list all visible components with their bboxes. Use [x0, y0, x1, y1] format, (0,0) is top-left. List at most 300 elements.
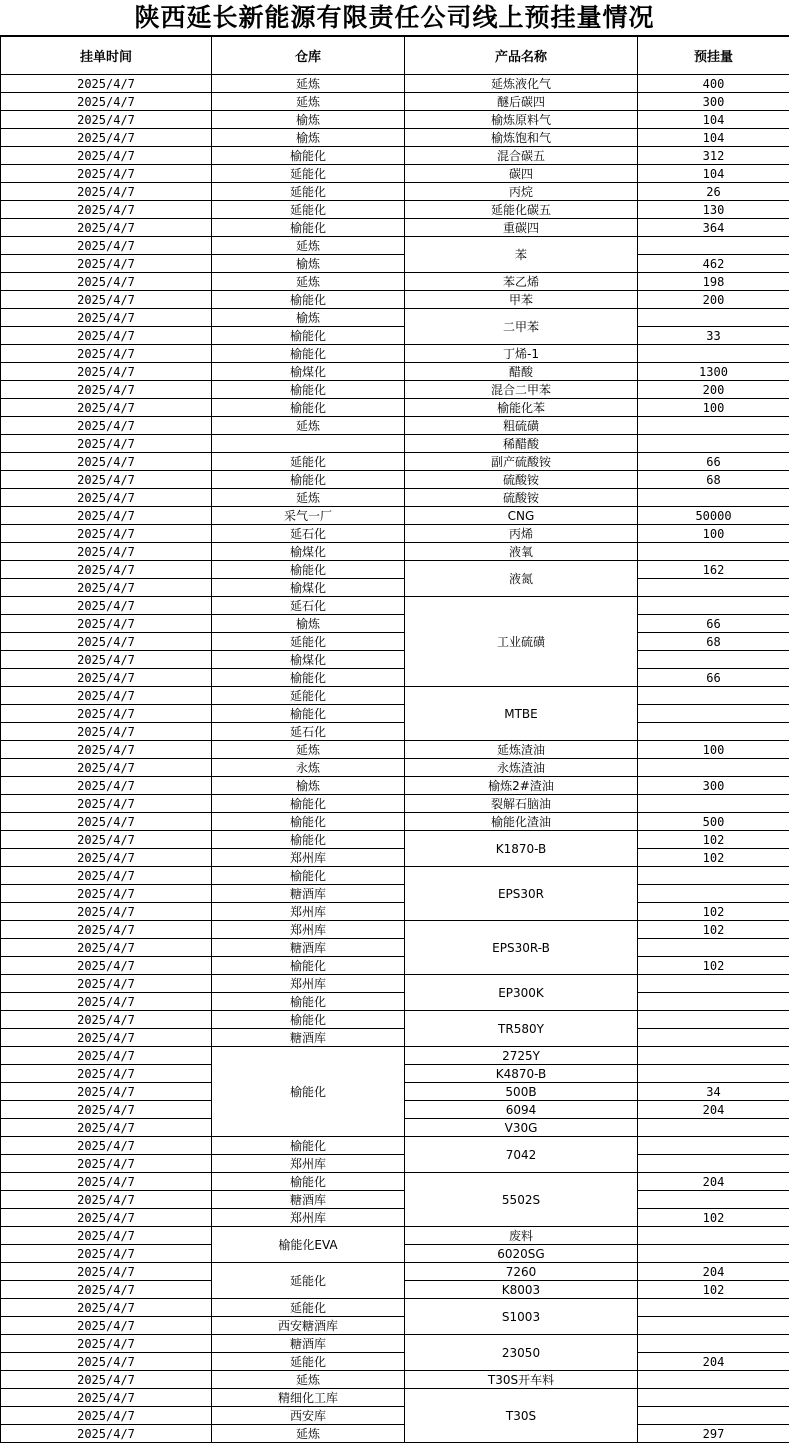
cell-time: 2025/4/7 — [1, 165, 212, 183]
cell-product: 榆能化渣油 — [405, 813, 638, 831]
cell-warehouse: 榆炼 — [212, 129, 405, 147]
cell-product: 醋酸 — [405, 363, 638, 381]
cell-time: 2025/4/7 — [1, 1371, 212, 1389]
table-row — [1, 1353, 789, 1371]
cell-quantity: 104 — [638, 165, 789, 183]
cell-warehouse: 榆能化 — [212, 1137, 405, 1155]
table-row — [1, 813, 789, 831]
cell-quantity — [638, 975, 789, 993]
cell-quantity — [638, 723, 789, 741]
cell-warehouse: 榆能化 — [212, 867, 405, 885]
cell-time: 2025/4/7 — [1, 525, 212, 543]
table-row — [1, 759, 789, 777]
cell-quantity: 66 — [638, 669, 789, 687]
cell-warehouse: 延石化 — [212, 525, 405, 543]
cell-quantity — [638, 795, 789, 813]
cell-quantity — [638, 237, 789, 255]
cell-product: 二甲苯 — [405, 309, 638, 345]
table-row — [1, 687, 789, 705]
cell-quantity: 300 — [638, 777, 789, 795]
cell-quantity — [638, 651, 789, 669]
cell-product: 丙烷 — [405, 183, 638, 201]
cell-quantity: 400 — [638, 75, 789, 93]
cell-quantity: 204 — [638, 1173, 789, 1191]
table-body — [1, 75, 789, 1443]
sheet-title: 陕西延长新能源有限责任公司线上预挂量情况 — [0, 0, 789, 36]
cell-time: 2025/4/7 — [1, 309, 212, 327]
cell-warehouse: 郑州库 — [212, 903, 405, 921]
cell-warehouse: 榆能化 — [212, 795, 405, 813]
cell-product: 6020SG — [405, 1245, 638, 1263]
cell-product: 丙烯 — [405, 525, 638, 543]
cell-warehouse: 榆能化 — [212, 219, 405, 237]
header-time: 挂单时间 — [1, 37, 212, 75]
cell-product: 副产硫酸铵 — [405, 453, 638, 471]
cell-time: 2025/4/7 — [1, 1047, 212, 1065]
table-row — [1, 273, 789, 291]
cell-time: 2025/4/7 — [1, 1299, 212, 1317]
cell-warehouse: 榆炼 — [212, 255, 405, 273]
cell-time: 2025/4/7 — [1, 1425, 212, 1443]
cell-quantity — [638, 1245, 789, 1263]
cell-time: 2025/4/7 — [1, 363, 212, 381]
pre-listing-table — [0, 36, 789, 1443]
cell-product: 废料 — [405, 1227, 638, 1245]
table-row — [1, 435, 789, 453]
cell-time: 2025/4/7 — [1, 1173, 212, 1191]
cell-warehouse: 榆能化 — [212, 147, 405, 165]
cell-quantity: 102 — [638, 1209, 789, 1227]
cell-quantity: 200 — [638, 381, 789, 399]
table-row — [1, 1317, 789, 1335]
cell-time: 2025/4/7 — [1, 435, 212, 453]
cell-quantity: 198 — [638, 273, 789, 291]
cell-time: 2025/4/7 — [1, 867, 212, 885]
table-row — [1, 1029, 789, 1047]
table-row — [1, 129, 789, 147]
table-row — [1, 309, 789, 327]
cell-time: 2025/4/7 — [1, 633, 212, 651]
cell-quantity: 462 — [638, 255, 789, 273]
cell-quantity: 68 — [638, 471, 789, 489]
table-row — [1, 543, 789, 561]
cell-time: 2025/4/7 — [1, 723, 212, 741]
cell-product: MTBE — [405, 687, 638, 741]
cell-quantity — [638, 435, 789, 453]
cell-warehouse: 榆煤化 — [212, 543, 405, 561]
cell-quantity: 204 — [638, 1353, 789, 1371]
cell-time: 2025/4/7 — [1, 1263, 212, 1281]
cell-time: 2025/4/7 — [1, 219, 212, 237]
cell-quantity: 1300 — [638, 363, 789, 381]
cell-warehouse: 延炼 — [212, 273, 405, 291]
cell-time: 2025/4/7 — [1, 1191, 212, 1209]
cell-quantity: 26 — [638, 183, 789, 201]
cell-quantity: 297 — [638, 1425, 789, 1443]
cell-time: 2025/4/7 — [1, 471, 212, 489]
cell-time: 2025/4/7 — [1, 507, 212, 525]
cell-time: 2025/4/7 — [1, 903, 212, 921]
header-product: 产品名称 — [405, 37, 638, 75]
table-row — [1, 615, 789, 633]
cell-time: 2025/4/7 — [1, 345, 212, 363]
cell-warehouse: 糖酒库 — [212, 1029, 405, 1047]
table-row — [1, 183, 789, 201]
cell-quantity — [638, 1137, 789, 1155]
cell-warehouse: 糖酒库 — [212, 1191, 405, 1209]
cell-time: 2025/4/7 — [1, 381, 212, 399]
cell-product: 碳四 — [405, 165, 638, 183]
cell-quantity: 200 — [638, 291, 789, 309]
table-row — [1, 561, 789, 579]
cell-product: 硫酸铵 — [405, 471, 638, 489]
cell-quantity — [638, 1011, 789, 1029]
cell-warehouse: 榆煤化 — [212, 579, 405, 597]
cell-time: 2025/4/7 — [1, 93, 212, 111]
table-row — [1, 363, 789, 381]
cell-warehouse: 延炼 — [212, 75, 405, 93]
table-row — [1, 975, 789, 993]
table-row — [1, 381, 789, 399]
cell-time: 2025/4/7 — [1, 975, 212, 993]
cell-warehouse: 糖酒库 — [212, 1335, 405, 1353]
cell-time: 2025/4/7 — [1, 813, 212, 831]
cell-time: 2025/4/7 — [1, 129, 212, 147]
cell-time: 2025/4/7 — [1, 111, 212, 129]
cell-time: 2025/4/7 — [1, 597, 212, 615]
cell-product: K1870-B — [405, 831, 638, 867]
table-row — [1, 1371, 789, 1389]
cell-time: 2025/4/7 — [1, 885, 212, 903]
cell-time: 2025/4/7 — [1, 1029, 212, 1047]
table-row — [1, 327, 789, 345]
cell-warehouse: 榆能化 — [212, 471, 405, 489]
cell-time: 2025/4/7 — [1, 201, 212, 219]
cell-quantity — [638, 1317, 789, 1335]
cell-warehouse: 延能化 — [212, 633, 405, 651]
cell-warehouse: 榆能化 — [212, 327, 405, 345]
cell-quantity: 50000 — [638, 507, 789, 525]
cell-quantity — [638, 597, 789, 615]
table-row — [1, 1263, 789, 1281]
cell-time: 2025/4/7 — [1, 579, 212, 597]
cell-time: 2025/4/7 — [1, 1281, 212, 1299]
cell-quantity: 33 — [638, 327, 789, 345]
cell-quantity — [638, 1335, 789, 1353]
cell-time: 2025/4/7 — [1, 1137, 212, 1155]
table-row — [1, 417, 789, 435]
cell-time: 2025/4/7 — [1, 327, 212, 345]
cell-product: 重碳四 — [405, 219, 638, 237]
cell-product: 23050 — [405, 1335, 638, 1371]
cell-quantity — [638, 993, 789, 1011]
cell-quantity — [638, 1029, 789, 1047]
table-row — [1, 147, 789, 165]
cell-time: 2025/4/7 — [1, 1209, 212, 1227]
cell-warehouse: 榆能化 — [212, 291, 405, 309]
cell-quantity — [638, 309, 789, 327]
cell-warehouse: 榆能化 — [212, 1011, 405, 1029]
cell-time: 2025/4/7 — [1, 237, 212, 255]
table-row — [1, 993, 789, 1011]
cell-product: 液氮 — [405, 561, 638, 597]
cell-product: 延炼液化气 — [405, 75, 638, 93]
cell-warehouse: 郑州库 — [212, 975, 405, 993]
cell-time: 2025/4/7 — [1, 183, 212, 201]
table-row — [1, 165, 789, 183]
cell-warehouse: 榆炼 — [212, 309, 405, 327]
cell-quantity: 102 — [638, 957, 789, 975]
cell-product: 7042 — [405, 1137, 638, 1173]
cell-time: 2025/4/7 — [1, 1011, 212, 1029]
cell-product: 工业硫磺 — [405, 597, 638, 687]
table-row — [1, 1173, 789, 1191]
table-row — [1, 939, 789, 957]
table-row — [1, 741, 789, 759]
table-row — [1, 777, 789, 795]
cell-warehouse: 延石化 — [212, 597, 405, 615]
cell-warehouse: 郑州库 — [212, 849, 405, 867]
cell-warehouse: 郑州库 — [212, 1209, 405, 1227]
cell-quantity — [638, 1047, 789, 1065]
cell-product: 混合碳五 — [405, 147, 638, 165]
cell-time: 2025/4/7 — [1, 1227, 212, 1245]
cell-quantity — [638, 1407, 789, 1425]
cell-time: 2025/4/7 — [1, 759, 212, 777]
cell-quantity: 162 — [638, 561, 789, 579]
table-row — [1, 651, 789, 669]
table-row — [1, 1299, 789, 1317]
table-row — [1, 471, 789, 489]
cell-warehouse: 榆能化 — [212, 1047, 405, 1137]
cell-product: 苯乙烯 — [405, 273, 638, 291]
table-row — [1, 921, 789, 939]
table-row — [1, 201, 789, 219]
cell-quantity — [638, 705, 789, 723]
cell-product: 延能化碳五 — [405, 201, 638, 219]
cell-quantity: 364 — [638, 219, 789, 237]
cell-warehouse: 榆能化EVA — [212, 1227, 405, 1263]
cell-warehouse: 糖酒库 — [212, 939, 405, 957]
cell-warehouse: 延能化 — [212, 165, 405, 183]
table-row — [1, 255, 789, 273]
cell-warehouse: 延能化 — [212, 201, 405, 219]
cell-time: 2025/4/7 — [1, 795, 212, 813]
cell-product: EPS30R-B — [405, 921, 638, 975]
cell-warehouse — [212, 435, 405, 453]
cell-product: 榆炼2#渣油 — [405, 777, 638, 795]
cell-warehouse: 榆炼 — [212, 777, 405, 795]
cell-quantity — [638, 1227, 789, 1245]
cell-product: V30G — [405, 1119, 638, 1137]
cell-warehouse: 榆能化 — [212, 831, 405, 849]
cell-quantity: 500 — [638, 813, 789, 831]
cell-quantity — [638, 1371, 789, 1389]
table-row — [1, 705, 789, 723]
table-row — [1, 1407, 789, 1425]
cell-quantity — [638, 579, 789, 597]
cell-product: 榆炼饱和气 — [405, 129, 638, 147]
cell-time: 2025/4/7 — [1, 669, 212, 687]
cell-warehouse: 延炼 — [212, 417, 405, 435]
cell-warehouse: 采气一厂 — [212, 507, 405, 525]
cell-time: 2025/4/7 — [1, 1119, 212, 1137]
cell-time: 2025/4/7 — [1, 1083, 212, 1101]
cell-warehouse: 延能化 — [212, 687, 405, 705]
table-row — [1, 849, 789, 867]
cell-warehouse: 延能化 — [212, 1263, 405, 1299]
cell-quantity — [638, 687, 789, 705]
table-row — [1, 903, 789, 921]
cell-time: 2025/4/7 — [1, 687, 212, 705]
cell-warehouse: 延炼 — [212, 237, 405, 255]
cell-warehouse: 精细化工库 — [212, 1389, 405, 1407]
cell-warehouse: 延能化 — [212, 1299, 405, 1317]
cell-product: 硫酸铵 — [405, 489, 638, 507]
table-row — [1, 831, 789, 849]
cell-time: 2025/4/7 — [1, 849, 212, 867]
cell-quantity — [638, 885, 789, 903]
cell-product: 榆炼原料气 — [405, 111, 638, 129]
cell-time: 2025/4/7 — [1, 705, 212, 723]
table-row — [1, 1425, 789, 1443]
cell-time: 2025/4/7 — [1, 1101, 212, 1119]
table-row — [1, 1191, 789, 1209]
cell-quantity: 104 — [638, 111, 789, 129]
header-row — [1, 37, 789, 75]
cell-time: 2025/4/7 — [1, 993, 212, 1011]
cell-warehouse: 榆能化 — [212, 993, 405, 1011]
cell-quantity — [638, 345, 789, 363]
cell-time: 2025/4/7 — [1, 957, 212, 975]
cell-warehouse: 延炼 — [212, 1371, 405, 1389]
cell-warehouse: 郑州库 — [212, 1155, 405, 1173]
cell-warehouse: 榆能化 — [212, 381, 405, 399]
table-row — [1, 453, 789, 471]
cell-product: T30S — [405, 1389, 638, 1443]
cell-product: 延炼渣油 — [405, 741, 638, 759]
cell-product: 粗硫磺 — [405, 417, 638, 435]
cell-warehouse: 榆能化 — [212, 669, 405, 687]
cell-warehouse: 西安库 — [212, 1407, 405, 1425]
cell-product: K8003 — [405, 1281, 638, 1299]
cell-time: 2025/4/7 — [1, 939, 212, 957]
cell-quantity: 312 — [638, 147, 789, 165]
table-row — [1, 75, 789, 93]
cell-warehouse: 榆煤化 — [212, 363, 405, 381]
cell-time: 2025/4/7 — [1, 543, 212, 561]
table-row — [1, 1227, 789, 1245]
cell-product: 丁烯-1 — [405, 345, 638, 363]
header-quantity: 预挂量 — [638, 37, 789, 75]
table-row — [1, 669, 789, 687]
cell-time: 2025/4/7 — [1, 399, 212, 417]
table-row — [1, 489, 789, 507]
table-row — [1, 525, 789, 543]
cell-time: 2025/4/7 — [1, 291, 212, 309]
cell-warehouse: 延炼 — [212, 741, 405, 759]
cell-product: 榆能化苯 — [405, 399, 638, 417]
cell-quantity: 204 — [638, 1101, 789, 1119]
cell-warehouse: 延能化 — [212, 183, 405, 201]
cell-quantity — [638, 1389, 789, 1407]
table-row — [1, 723, 789, 741]
cell-quantity — [638, 867, 789, 885]
cell-warehouse: 西安糖酒库 — [212, 1317, 405, 1335]
cell-warehouse: 糖酒库 — [212, 885, 405, 903]
table-row — [1, 633, 789, 651]
cell-time: 2025/4/7 — [1, 1317, 212, 1335]
cell-time: 2025/4/7 — [1, 651, 212, 669]
table-row — [1, 867, 789, 885]
table-row — [1, 579, 789, 597]
cell-warehouse: 延炼 — [212, 93, 405, 111]
table-row — [1, 507, 789, 525]
cell-time: 2025/4/7 — [1, 921, 212, 939]
cell-product: 甲苯 — [405, 291, 638, 309]
cell-quantity — [638, 489, 789, 507]
cell-time: 2025/4/7 — [1, 1335, 212, 1353]
cell-warehouse: 榆煤化 — [212, 651, 405, 669]
cell-warehouse: 榆能化 — [212, 1173, 405, 1191]
cell-time: 2025/4/7 — [1, 615, 212, 633]
cell-time: 2025/4/7 — [1, 453, 212, 471]
cell-product: EPS30R — [405, 867, 638, 921]
cell-quantity: 300 — [638, 93, 789, 111]
cell-warehouse: 延炼 — [212, 489, 405, 507]
cell-quantity: 34 — [638, 1083, 789, 1101]
cell-warehouse: 延能化 — [212, 1353, 405, 1371]
cell-warehouse: 榆能化 — [212, 957, 405, 975]
cell-product: 混合二甲苯 — [405, 381, 638, 399]
cell-quantity: 102 — [638, 1281, 789, 1299]
table-row — [1, 1011, 789, 1029]
table-row — [1, 1335, 789, 1353]
table-row — [1, 795, 789, 813]
cell-product: 液氧 — [405, 543, 638, 561]
cell-product: 500B — [405, 1083, 638, 1101]
cell-product: T30S开车料 — [405, 1371, 638, 1389]
cell-quantity: 100 — [638, 525, 789, 543]
cell-quantity: 102 — [638, 849, 789, 867]
cell-time: 2025/4/7 — [1, 831, 212, 849]
cell-warehouse: 郑州库 — [212, 921, 405, 939]
cell-quantity — [638, 1065, 789, 1083]
cell-time: 2025/4/7 — [1, 489, 212, 507]
cell-time: 2025/4/7 — [1, 417, 212, 435]
cell-warehouse: 榆炼 — [212, 615, 405, 633]
header-warehouse: 仓库 — [212, 37, 405, 75]
cell-quantity — [638, 759, 789, 777]
cell-quantity: 100 — [638, 741, 789, 759]
cell-time: 2025/4/7 — [1, 741, 212, 759]
cell-quantity: 130 — [638, 201, 789, 219]
cell-time: 2025/4/7 — [1, 1353, 212, 1371]
cell-product: 裂解石脑油 — [405, 795, 638, 813]
table-row — [1, 1389, 789, 1407]
cell-product: CNG — [405, 507, 638, 525]
table-row — [1, 1047, 789, 1065]
cell-warehouse: 榆能化 — [212, 561, 405, 579]
cell-warehouse: 榆能化 — [212, 705, 405, 723]
cell-product: 5502S — [405, 1173, 638, 1227]
table-row — [1, 237, 789, 255]
cell-time: 2025/4/7 — [1, 147, 212, 165]
table-row — [1, 93, 789, 111]
cell-product: 7260 — [405, 1263, 638, 1281]
cell-warehouse: 榆炼 — [212, 111, 405, 129]
cell-time: 2025/4/7 — [1, 1065, 212, 1083]
